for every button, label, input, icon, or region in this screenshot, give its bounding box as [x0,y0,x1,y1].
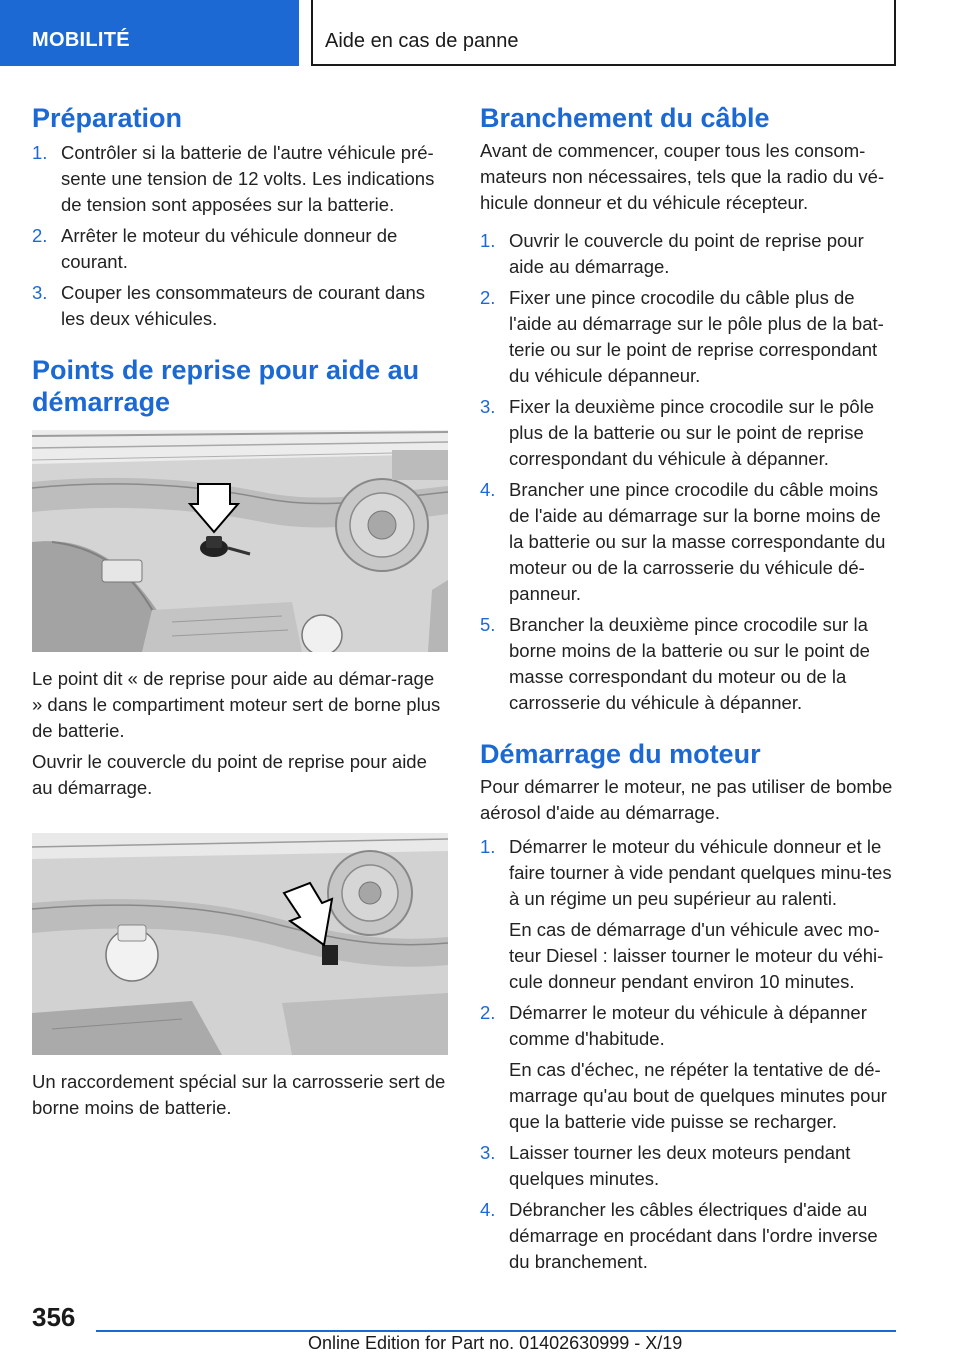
step-number: 3. [32,282,48,303]
list-item [480,285,896,389]
list-item [480,228,896,280]
ground-point-illustration [32,833,448,1055]
step-text: Laisser tourner les deux moteurs pendant quelques minutes. [509,1142,851,1189]
list-item [480,1140,896,1192]
step-text: Arrêter le moteur du véhicule donneur de courant. [61,225,398,272]
step-text: Couper les consommateurs de courant dans les deux véhicules. [61,282,426,329]
chapter-label: Aide en cas de panne [325,30,519,52]
step-note: En cas d'échec, ne répéter la tentative de dé-marrage qu'au bout de quelques minutes pour que la batterie vide puisse se recharger. [509,1059,887,1132]
section-label: MOBILITÉ [32,29,130,51]
step-text: Démarrer le moteur du véhicule à dépanner comme d'habitude. [509,1002,867,1049]
step-text: Débrancher les câbles électriques d'aide au démarrage en procédant dans l'ordre inverse du branchement. [509,1199,878,1272]
step-number: 2. [480,1002,496,1023]
step-text: Contrôler si la batterie de l'autre véhicule pré-sente une tension de 12 volts. Les indications de tension sont apposées sur la batterie. [61,142,435,215]
chapter-tab [311,0,896,66]
step-text: Fixer une pince crocodile du câble plus de l'aide au démarrage sur le pôle plus de la bat-terie ou sur le point de reprise correspondant du véhicule dépanneur. [509,287,884,386]
left-column [32,96,448,1121]
list-item [480,477,896,607]
step-number: 3. [480,1142,496,1163]
jump-points-heading: Points de reprise pour aide au démarrage [32,355,420,417]
cable-connection-heading: Branchement du câble [480,103,770,133]
step-number: 1. [480,230,496,251]
list-item [32,280,448,332]
edition-info: Online Edition for Part no. 01402630999 - X/19 [308,1333,683,1353]
list-item [480,834,896,995]
step-text: Démarrer le moteur du véhicule donneur et le faire tourner à vide pendant quelques minu-tes à un régime un peu supérieur au ralenti. [509,836,892,909]
preparation-steps [32,140,448,332]
list-item [480,1197,896,1275]
step-number: 2. [32,225,48,246]
page-header [0,0,960,66]
step-number: 1. [32,142,48,163]
step-text: Brancher une pince crocodile du câble moins de l'aide au démarrage sur la borne moins de la batterie ou sur la masse correspondante du moteur ou de la carrosserie du véhicule dé-panneur. [509,479,886,604]
step-number: 4. [480,479,496,500]
step-text: Ouvrir le couvercle du point de reprise pour aide au démarrage. [509,230,864,277]
step-number: 2. [480,287,496,308]
step-number: 1. [480,836,496,857]
page-number: 356 [32,1302,76,1332]
body-ground-figure [32,833,448,1055]
engine-bay-positive-figure [32,430,448,652]
footer-divider [96,1330,896,1332]
preparation-heading: Préparation [32,103,183,133]
cable-steps [480,228,896,716]
step-number: 5. [480,614,496,635]
step-number: 4. [480,1199,496,1220]
engine-start-steps [480,834,896,1275]
list-item [32,140,448,218]
engine-bay-illustration [32,430,448,652]
list-item [32,223,448,275]
list-item [480,612,896,716]
step-text: Brancher la deuxième pince crocodile sur la borne moins de la batterie ou sur le point de masse correspondant du moteur ou de la carrosserie du véhicule à dépanner. [509,614,870,713]
open-cover-instruction: Ouvrir le couvercle du point de reprise pour aide au démarrage. [32,751,427,798]
list-item [480,1000,896,1135]
step-note: En cas de démarrage d'un véhicule avec mo-teur Diesel : laisser tourner le moteur du véhi-cule donneur pendant environ 10 minutes. [509,919,884,992]
right-column [480,96,896,1275]
section-tab [0,0,299,66]
cable-intro: Avant de commencer, couper tous les consom-mateurs non nécessaires, tels que la radio du vé-hicule donneur et du véhicule récepteur. [480,140,885,213]
list-item [480,394,896,472]
step-text: Fixer la deuxième pince crocodile sur le pôle plus de la batterie ou sur le point de reprise correspondant du véhicule à dépanner. [509,396,875,469]
step-number: 3. [480,396,496,417]
positive-terminal-description: Le point dit « de reprise pour aide au démar-rage » dans le compartiment moteur sert de borne plus de batterie. [32,668,441,741]
engine-start-heading: Démarrage du moteur [480,739,761,769]
negative-terminal-description: Un raccordement spécial sur la carrosserie sert de borne moins de batterie. [32,1071,446,1118]
engine-start-intro: Pour démarrer le moteur, ne pas utiliser de bombe aérosol d'aide au démarrage. [480,776,893,823]
